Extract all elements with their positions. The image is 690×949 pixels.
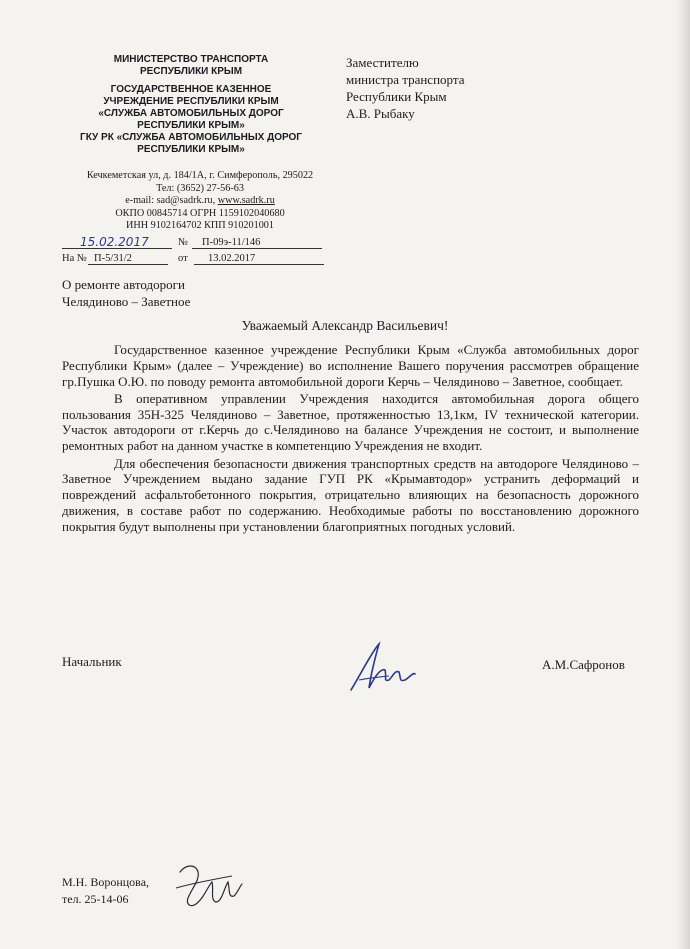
institution-line: ГОСУДАРСТВЕННОЕ КАЗЕННОЕ	[110, 84, 272, 95]
sender-address: Кечкеметская ул, д. 184/1А, г. Симферополь, 295022	[86, 170, 314, 181]
institution-line: ГКУ РК «СЛУЖБА АВТОМОБИЛЬНЫХ ДОРОГ	[80, 132, 302, 143]
ministry-line: МИНИСТЕРСТВО ТРАНСПОРТА	[113, 54, 269, 65]
addressee-line: министра транспорта	[346, 72, 465, 87]
institution-line: РЕСПУБЛИКИ КРЫМ»	[137, 120, 245, 131]
handwritten-signature	[345, 640, 425, 700]
reply-prefix: На №	[62, 253, 87, 264]
executor-info	[62, 874, 149, 908]
reply-from-label: от	[178, 253, 188, 264]
reply-number: П-5/31/2	[94, 253, 132, 264]
body-paragraph: В оперативном управлении Учреждения находится автомобильная дорога общего пользования 35Н-325 Челядиново – Заветное, протяженностью 13,1км, IV технической категории. Участок автодороги от г.Керчь до с.Челядиново на балансе Учреждения не состоит, и выполнение ремонтных работ на данном участке в компетенцию Учреждения не входит.	[62, 390, 639, 454]
addressee-line: Заместителю	[346, 55, 419, 70]
reply-date: 13.02.2017	[208, 253, 256, 264]
body-paragraph: Государственное казенное учреждение Республики Крым «Служба автомобильных дорог Республики Крым» (далее – Учреждение) во исполнение Вашего поручения рассмотрев обращение гр.Пушка О.Ю. по поводу ремонта автомобильной дороги Керчь – Челядиново – Заветное, сообщает.	[62, 342, 639, 389]
sender-email: e-mail: sad@sadrk.ru,	[125, 195, 218, 206]
sender-contacts	[62, 170, 338, 233]
ministry-line: РЕСПУБЛИКИ КРЫМ	[139, 66, 243, 77]
sender-okpo: ОКПО 00845714 ОГРН 1159102040680	[115, 207, 285, 219]
sender-organization	[60, 54, 322, 156]
institution-line: «СЛУЖБА АВТОМОБИЛЬНЫХ ДОРОГ	[98, 108, 284, 119]
addressee-block	[346, 54, 464, 122]
outgoing-date: 15.02.2017	[80, 235, 149, 249]
subject-line: Челядиново – Заветное	[62, 294, 191, 309]
outgoing-number: П-09э-11/146	[202, 237, 261, 248]
executor-phone: тел. 25-14-06	[62, 892, 129, 906]
sender-phone: Тел: (3652) 27-56-63	[156, 182, 244, 194]
institution-line: УЧРЕЖДЕНИЕ РЕСПУБЛИКИ КРЫМ	[103, 96, 279, 107]
body-paragraph: Для обеспечения безопасности движения транспортных средств на автодороге Челядиново – Заветное Учреждением выдано задание ГУП РК «Крымавтодор» устранить деформаций и повреждений асфальтобетонного покрытия, отрицательно влияющих на безопасность дорожного движения, в составе работ по содержанию. Необходимые работы по восстановлению дорожного покрытия будут выполнены при установлении благоприятных погодных условий.	[62, 455, 639, 534]
addressee-line: Республики Крым	[346, 89, 447, 104]
handwritten-initials	[170, 858, 250, 914]
letter-body	[62, 342, 639, 536]
sender-inn: ИНН 9102164702 КПП 910201001	[125, 220, 274, 231]
institution-line: РЕСПУБЛИКИ КРЫМ»	[137, 144, 245, 155]
signatory-name: А.М.Сафронов	[542, 657, 625, 672]
executor-name: М.Н. Воронцова,	[62, 875, 150, 889]
subject-line: О ремонте автодороги	[62, 277, 185, 292]
sender-email-line	[62, 195, 338, 208]
signatory-title: Начальник	[62, 654, 122, 669]
salutation: Уважаемый Александр Васильевич!	[241, 318, 449, 333]
sender-website-link[interactable]: www.sadrk.ru	[217, 195, 275, 206]
addressee-line: А.В. Рыбаку	[346, 106, 415, 121]
letter-subject	[62, 276, 190, 310]
number-label: №	[178, 237, 189, 248]
